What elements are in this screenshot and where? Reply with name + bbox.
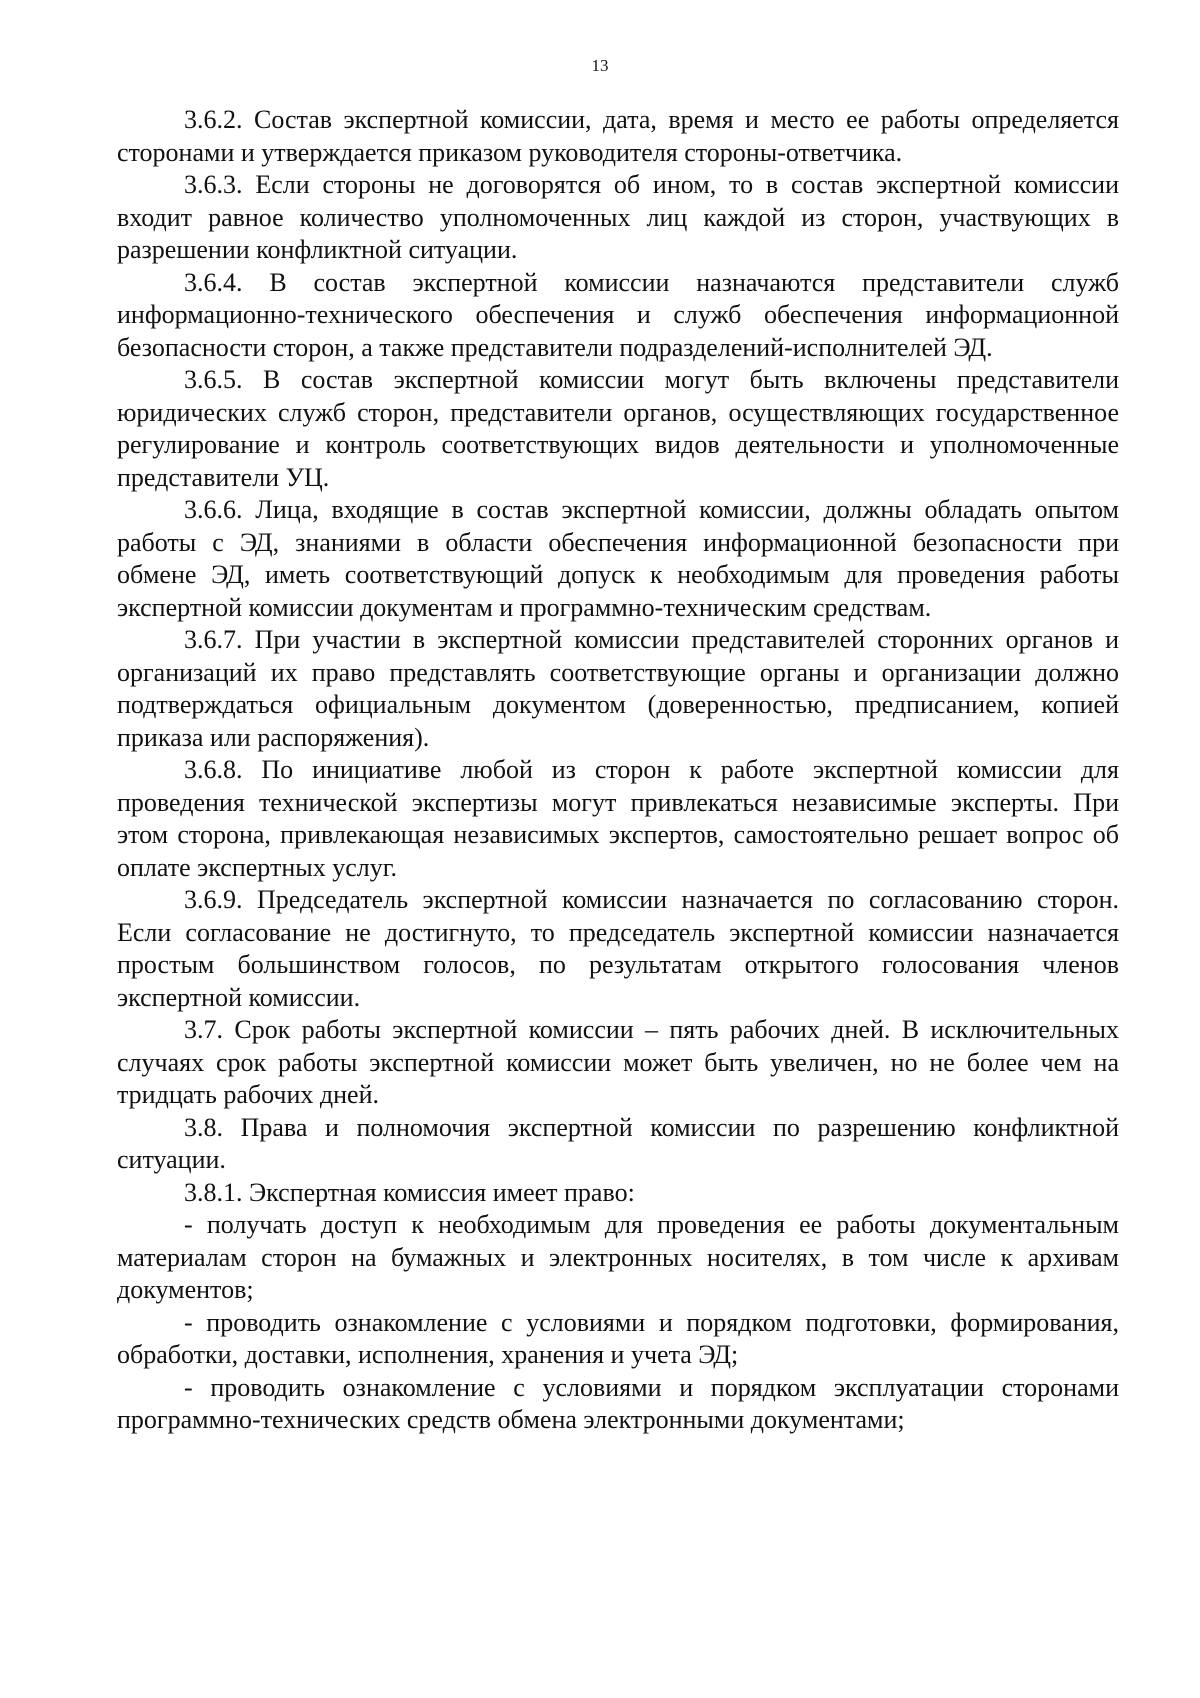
list-item-review-processing: - проводить ознакомление с условиями и порядком подготовки, формирования, обработки, доставки, исполнения, хранения и учета ЭД;: [117, 1307, 1119, 1369]
paragraph-3-6-6: 3.6.6. Лица, входящие в состав экспертной комиссии, должны обладать опытом работы с ЭД, знаниями в области обеспечения информационной безопасности при обмене ЭД, иметь соответствующий допуск к необходимым для проведения работы экспертной комиссии документам и программно-техническим средствам.: [117, 495, 1119, 622]
paragraph-3-6-4: 3.6.4. В состав экспертной комиссии назначаются представители служб информационно-технического обеспечения и служб обеспечения информационной безопасности сторон, а также представители подразделений-исполнителей ЭД.: [117, 267, 1119, 362]
document-body: [117, 104, 1119, 1437]
paragraph-3-8-1: 3.8.1. Экспертная комиссия имеет право:: [184, 1177, 635, 1207]
paragraph-3-6-3: 3.6.3. Если стороны не договорятся об ином, то в состав экспертной комиссии входит равное количество уполномоченных лиц каждой из сторон, участвующих в разрешении конфликтной ситуации.: [117, 170, 1119, 264]
page-number: 13: [591, 56, 609, 75]
paragraph-3-6-7: 3.6.7. При участии в экспертной комиссии представителей сторонних органов и организаций их право представлять соответствующие органы и организации должно подтверждаться официальным документом (доверенностью, предписанием, копией приказа или распоряжения).: [117, 625, 1119, 752]
paragraph-3-6-2: 3.6.2. Состав экспертной комиссии, дата, время и место ее работы определяется сторонами и утверждается приказом руководителя стороны-ответчика.: [117, 105, 1119, 167]
list-item-access-materials: - получать доступ к необходимым для проведения ее работы документальным материалам сторон на бумажных и электронных носителях, в том числе к архивам документов;: [117, 1210, 1119, 1304]
list-item-review-operation: - проводить ознакомление с условиями и порядком эксплуатации сторонами программно-технических средств обмена электронными документами;: [117, 1372, 1119, 1434]
paragraph-3-6-5: 3.6.5. В состав экспертной комиссии могут быть включены представители юридических служб сторон, представители органов, осуществляющих государственное регулирование и контроль соответствующих видов деятельности и уполномоченные представители УЦ.: [117, 365, 1119, 492]
paragraph-3-6-8: 3.6.8. По инициативе любой из сторон к работе экспертной комиссии для проведения технической экспертизы могут привлекаться независимые эксперты. При этом сторона, привлекающая независимых экспертов, самостоятельно решает вопрос об оплате экспертных услуг.: [117, 755, 1119, 882]
paragraph-3-6-9: 3.6.9. Председатель экспертной комиссии назначается по согласованию сторон. Если согласование не достигнуто, то председатель экспертной комиссии назначается простым большинством голосов, по результатам открытого голосования членов экспертной комиссии.: [117, 885, 1119, 1012]
paragraph-3-8: 3.8. Права и полномочия экспертной комиссии по разрешению конфликтной ситуации.: [117, 1112, 1119, 1174]
paragraph-3-7: 3.7. Срок работы экспертной комиссии – пять рабочих дней. В исключительных случаях срок работы экспертной комиссии может быть увеличен, но не более чем на тридцать рабочих дней.: [117, 1015, 1119, 1109]
